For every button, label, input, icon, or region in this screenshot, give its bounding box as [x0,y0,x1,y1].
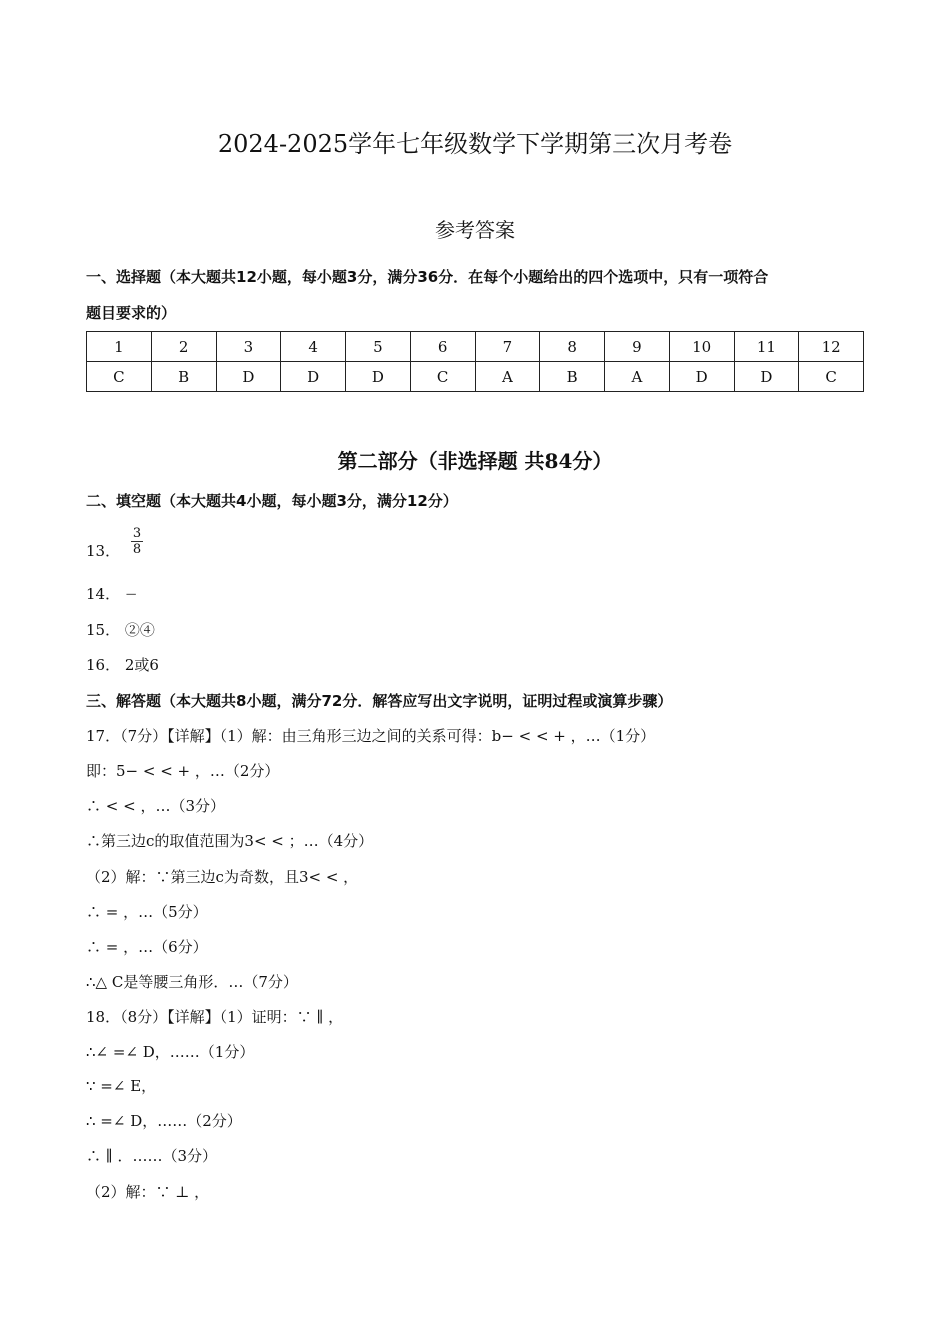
q13-label: 13． [86,541,121,560]
solution-line: ∴ =∠ D，……（2分） [86,1112,242,1130]
solution-line: 即：5− < < + ，…（2分） [86,762,280,780]
fraction-numerator: 3 [132,526,142,541]
section1-heading-line1: 一、选择题（本大题共12小题，每小题3分，满分36分．在每个小题给出的四个选项中，只有一项符合 [86,268,769,286]
q16-answer [86,654,159,675]
solution-line: （2）解：∵第三边c为奇数，且3< < ， [86,868,359,886]
table-cell: 11 [734,332,799,362]
solution-line: ∵ =∠ E， [86,1077,157,1095]
solution-line: （2）解：∵ ⊥ ， [86,1183,210,1201]
table-cell: 12 [799,332,864,362]
table-cell: D [734,362,799,392]
table-cell: C [410,362,475,392]
answer-table [86,331,864,392]
fraction [131,526,143,557]
table-cell: 8 [540,332,605,362]
answer-table-number-row [87,332,864,362]
solution-line: ∴第三边c的取值范围为3< < ；…（4分） [86,832,374,850]
solution-line: ∴ ∥ ．……（3分） [86,1147,218,1165]
q15-label: 15． [86,621,121,639]
table-cell: 5 [346,332,411,362]
table-cell: A [475,362,540,392]
q14-value: − [124,585,138,603]
table-cell: A [605,362,670,392]
section1-heading-line2: 题目要求的） [86,304,177,322]
section3-heading: 三、解答题（本大题共8小题，满分72分．解答应写出文字说明，证明过程或演算步骤） [86,692,673,710]
solution-line: ∴∠ =∠ D，……（1分） [86,1043,255,1061]
q13-answer [86,526,143,560]
solution-line: ∴△ C是等腰三角形．…（7分） [86,973,298,991]
solution-line: ∴ = ，…（6分） [86,938,208,956]
q14-answer [86,583,137,604]
solution-line: ∴ = ，…（5分） [86,903,208,921]
table-cell: 1 [87,332,152,362]
table-cell: 2 [151,332,216,362]
solution-line: 18．（8分）【详解】（1）证明：∵ ∥ ， [86,1008,344,1026]
part2-title: 第二部分（非选择题 共84分） [337,449,613,473]
table-cell: B [151,362,216,392]
table-cell: 9 [605,332,670,362]
answer-table-answer-row [87,362,864,392]
table-cell: 6 [410,332,475,362]
q15-value: ②④ [124,621,155,639]
table-cell: C [799,362,864,392]
table-cell: 10 [669,332,734,362]
table-cell: 7 [475,332,540,362]
solution-line: 17．（7分）【详解】（1）解：由三角形三边之间的关系可得：b− < < + ，…（1分） [86,727,656,745]
table-cell: D [346,362,411,392]
table-cell: D [669,362,734,392]
table-cell: D [216,362,281,392]
fraction-denominator: 8 [132,542,142,557]
q16-label: 16． [86,656,121,674]
answer-key-subtitle: 参考答案 [435,218,515,242]
q16-value: 2或6 [124,656,159,674]
table-cell: D [281,362,346,392]
q14-label: 14． [86,585,121,603]
table-cell: 3 [216,332,281,362]
solution-line: ∴ < < ，…（3分） [86,797,225,815]
q15-answer [86,619,155,640]
table-cell: B [540,362,605,392]
table-cell: C [87,362,152,392]
section2-heading: 二、填空题（本大题共4小题，每小题3分，满分12分） [86,492,458,510]
page-title: 2024-2025学年七年级数学下学期第三次月考卷 [217,130,733,158]
table-cell: 4 [281,332,346,362]
